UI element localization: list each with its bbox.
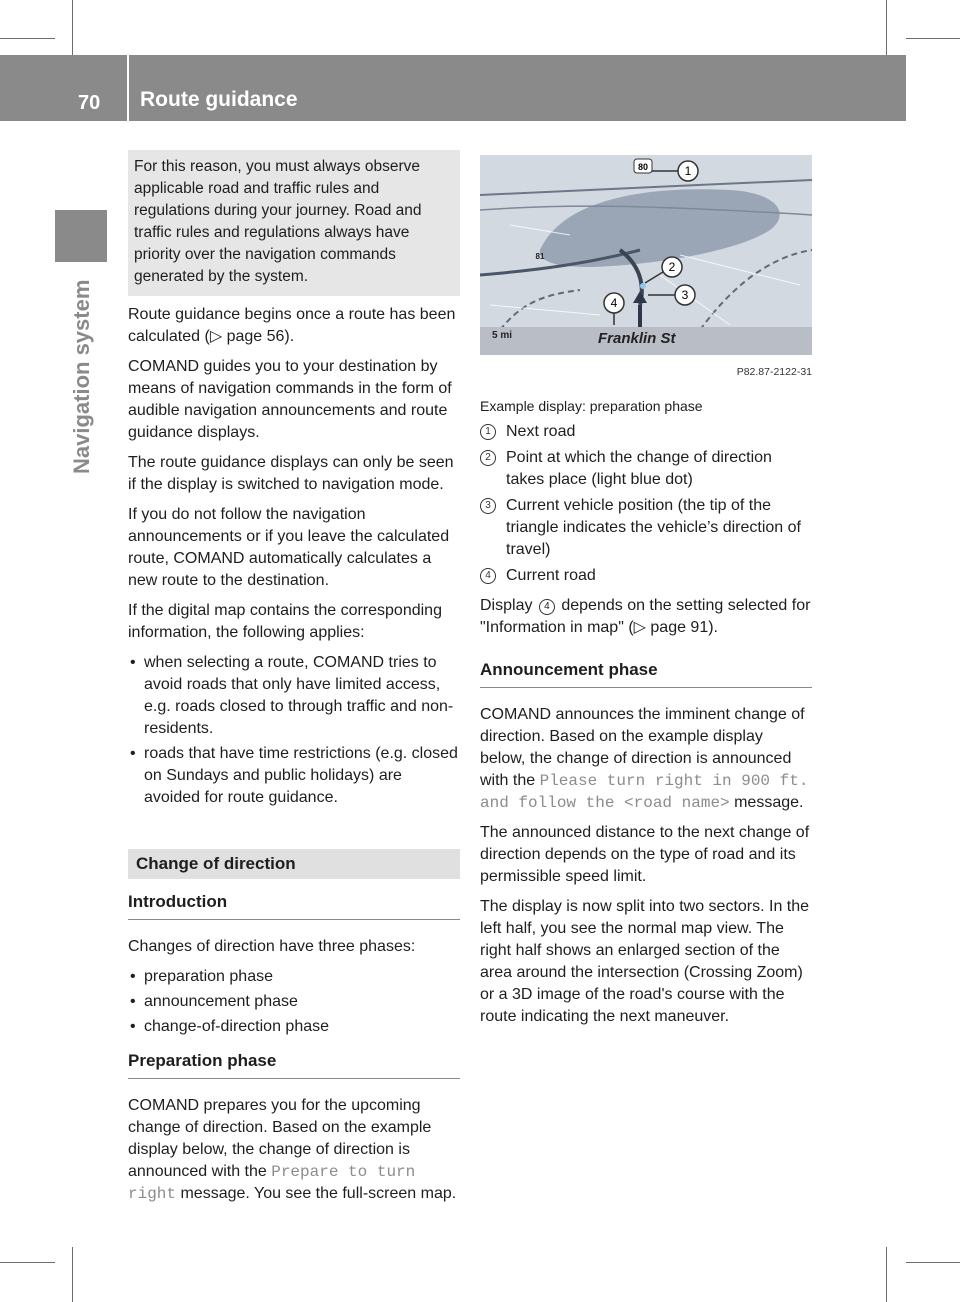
section-tab-marker [55, 210, 107, 262]
paragraph: COMAND guides you to your destination by means of navigation commands in the form of audible navigation announcements and route guidance displays. [128, 358, 452, 441]
callout-2: 2 [668, 260, 676, 274]
right-column [480, 150, 812, 1036]
paragraph: The announced distance to the next change of direction depends on the type of road and its permissible speed limit. [480, 824, 810, 885]
paragraph: If the digital map contains the corresponding information, the following applies: [128, 602, 442, 641]
legend-item: 1 Next road [480, 421, 812, 443]
list-item: • announcement phase [128, 991, 460, 1013]
crop-mark [906, 38, 960, 39]
paragraph: The route guidance displays can only be seen if the display is switched to navigation mode. [128, 454, 454, 493]
map-status-bar [480, 327, 812, 355]
page-number: 70 [78, 92, 101, 114]
crop-mark [886, 1247, 887, 1302]
callout-4: 4 [610, 296, 618, 310]
legend-item: 4 Current road [480, 565, 812, 587]
paragraph: If you do not follow the navigation announcements or if you leave the calculated route, COMAND automatically calculates a new route to the destination. [128, 506, 450, 589]
map-scale: 5 mi [492, 330, 513, 341]
subheading-announcement: Announcement phase [480, 659, 812, 688]
callout-number-icon: 4 [539, 599, 555, 615]
message-code: Please turn right in 900 ft. and follow the <road name> [480, 772, 809, 812]
crop-mark [886, 0, 887, 55]
header-band [0, 55, 906, 121]
bullet-list [128, 652, 460, 809]
paragraph: COMAND prepares you for the upcoming change of direction. Based on the example display below, the change of direction is announced with the Prepare to turn right message. You see the full-screen map. [128, 1097, 457, 1203]
subheading-preparation: Preparation phase [128, 1050, 460, 1079]
legend-item: 3 Current vehicle position (the tip of the triangle indicates the vehicle’s direction of travel) [480, 495, 812, 561]
paragraph: Route guidance begins once a route has been calculated (▷ page 56). [128, 306, 456, 345]
left-column [128, 150, 460, 1213]
callout-1: 1 [684, 164, 692, 178]
route-badge: 81 [535, 252, 545, 261]
section-title: Change of direction [128, 849, 460, 879]
section-tab-label: Navigation system [69, 280, 94, 475]
bullet-icon: • [130, 968, 136, 985]
header-separator [127, 55, 129, 121]
map-graphic [480, 155, 812, 355]
highway-shield: 80 [637, 162, 649, 172]
list-item: • change-of-direction phase [128, 1016, 460, 1038]
bullet-icon: • [130, 1018, 136, 1035]
figure-id: P82.87-2122-31 [736, 366, 812, 378]
bullet-icon: • [130, 993, 136, 1010]
paragraph: COMAND announces the imminent change of direction. Based on the example display below, the change of direction is announced with the Please turn right in 900 ft. and follow the <road name> message. [480, 706, 809, 812]
list-item: • roads that have time restrictions (e.g. closed on Sundays and public holidays) are avoided for route guidance. [130, 745, 458, 806]
callout-3: 3 [681, 288, 689, 302]
paragraph: Display 4 depends on the setting selected for "Information in map" (▷ page 91). [480, 597, 811, 636]
bullet-icon: • [130, 745, 136, 762]
crop-mark [72, 0, 73, 55]
page-title: Route guidance [140, 88, 298, 111]
paragraph: Changes of direction have three phases: [128, 938, 416, 955]
crop-mark [0, 38, 55, 39]
current-road-label: Franklin St [598, 330, 676, 347]
warning-note: For this reason, you must always observe applicable road and traffic rules and regulations during your journey. Road and traffic rules and regulations always have priority over the navigation commands generated by the system. [128, 150, 460, 296]
subheading-introduction: Introduction [128, 891, 460, 920]
message-code: Prepare to turn right [128, 1163, 416, 1203]
paragraph: The display is now split into two sectors. In the left half, you see the normal map view. The right half shows an enlarged section of the area around the intersection (Crossing Zoom) or a 3D image of the road's course with the route indicating the next maneuver. [480, 898, 810, 1025]
callout-number-icon: 4 [480, 568, 496, 584]
legend-item: 2 Point at which the change of direction takes place (light blue dot) [480, 447, 812, 491]
callout-number-icon: 1 [480, 424, 496, 440]
map-figure [480, 155, 812, 355]
bullet-icon: • [130, 654, 136, 671]
callout-number-icon: 2 [480, 450, 496, 466]
crop-mark [906, 1262, 960, 1263]
figure-caption: Example display: preparation phase [480, 398, 703, 414]
list-item: • when selecting a route, COMAND tries to avoid roads that only have limited access, e.g. roads closed to through traffic and non-residents. [130, 654, 454, 737]
callout-number-icon: 3 [480, 498, 496, 514]
phase-list [128, 966, 460, 1038]
crop-mark [72, 1247, 73, 1302]
crop-mark [0, 1262, 55, 1263]
list-item: • preparation phase [128, 966, 460, 988]
